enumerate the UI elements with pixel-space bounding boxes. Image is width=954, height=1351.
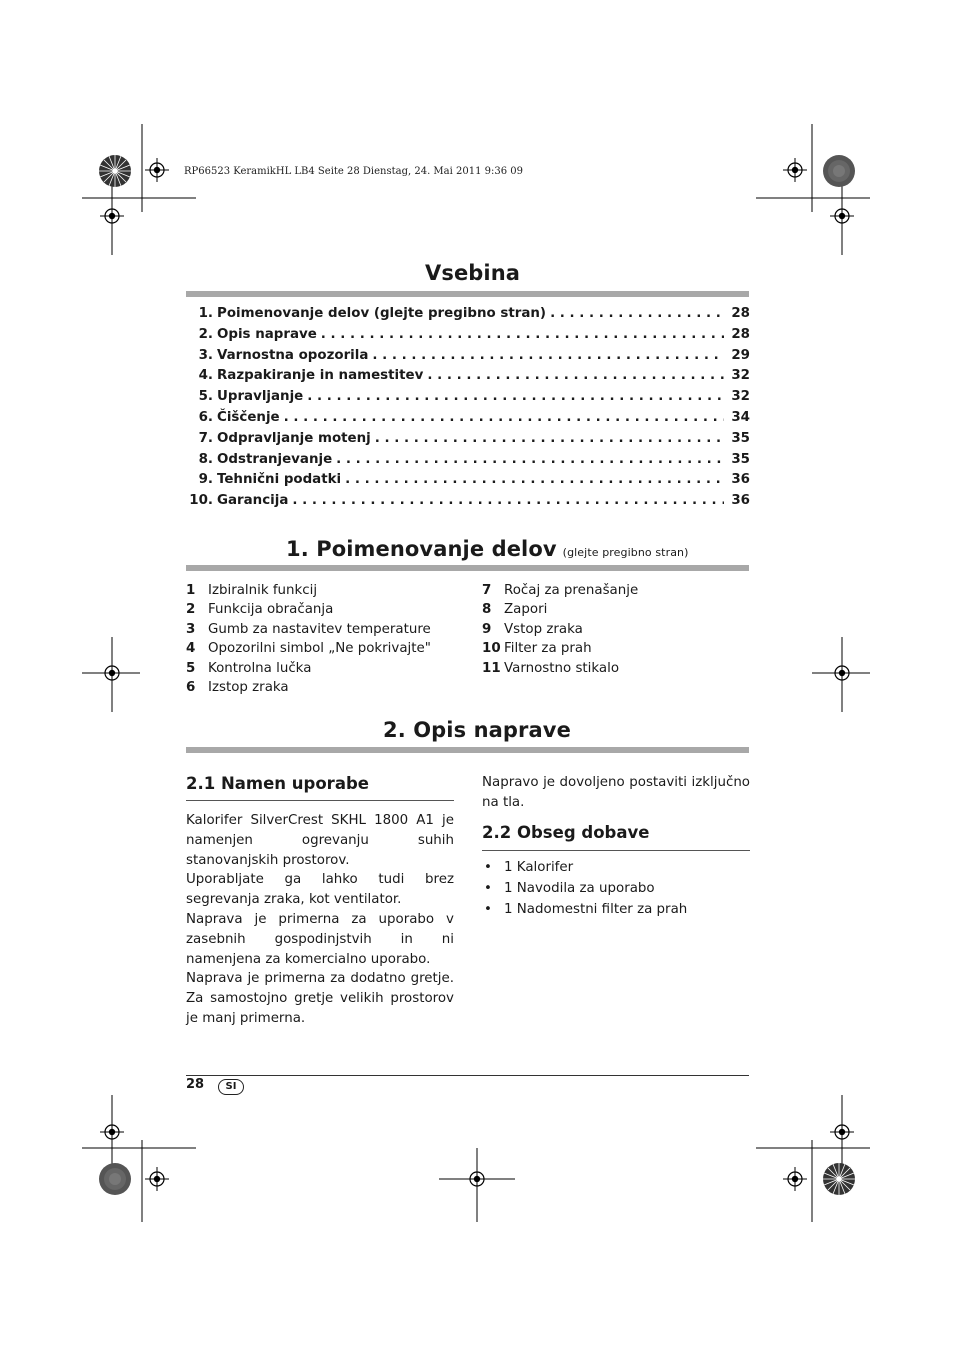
toc-title: Varnostna opozorila [217, 347, 369, 363]
toc-entry[interactable] [186, 348, 750, 369]
subsection-2-1-body [186, 811, 454, 1029]
toc-entry[interactable] [186, 493, 750, 514]
paragraph: Naprava je primerna za uporabo v zasebnih gospodinjstvih in ni namenjena za komercialno uporabo. [186, 911, 454, 967]
part-item [482, 661, 750, 680]
language-badge: SI [218, 1079, 244, 1095]
part-item [482, 602, 750, 621]
toc-title: Upravljanje [217, 389, 304, 405]
toc-number: 2. [198, 326, 213, 342]
print-job-header: RP66523 KeramikHL LB4 Seite 28 Dienstag, 24. Mai 2011 9:36 09 [184, 166, 523, 177]
toc-number: 8. [198, 451, 213, 467]
toc-entry[interactable] [186, 327, 750, 348]
part-item [186, 661, 456, 680]
footer-rule [186, 1075, 749, 1076]
toc-page-number: 32 [731, 389, 750, 405]
toc-title: Odpravljanje motenj [217, 430, 371, 446]
toc-entry[interactable] [186, 389, 750, 410]
part-number: 11 [482, 660, 501, 676]
subsection-2-1-title: 2.1 Namen uporabe [186, 774, 369, 793]
subsection-2-1-rule [186, 800, 454, 801]
part-number: 7 [482, 583, 492, 598]
part-label: Izbiralnik funkcij [208, 583, 318, 598]
part-label: Izstop zraka [208, 679, 289, 695]
toc-leader-dots [372, 348, 724, 363]
toc-entry[interactable] [186, 368, 750, 389]
toc-leader-dots [427, 368, 724, 383]
paragraph: Napravo je dovoljeno postaviti izključno na tla. [482, 775, 750, 810]
part-label: Kontrolna lučka [208, 660, 312, 676]
part-label: Zapori [504, 602, 548, 618]
list-item-label: 1 Kalorifer [504, 860, 574, 875]
part-item [482, 641, 750, 660]
toc-leader-dots [336, 452, 724, 467]
toc-page-number: 28 [731, 326, 750, 342]
toc-page-number: 36 [731, 472, 750, 488]
part-item [186, 622, 456, 641]
toc-page-number: 29 [731, 347, 750, 363]
toc-number: 10. [189, 493, 213, 509]
part-item [482, 622, 750, 641]
contents-title: Vsebina [425, 261, 521, 285]
toc-entry[interactable] [186, 452, 750, 473]
part-label: Varnostno stikalo [504, 660, 620, 676]
toc-page-number: 32 [731, 368, 750, 384]
bullet-icon: • [484, 881, 492, 896]
subsection-2-2-title: 2.2 Obseg dobave [482, 823, 650, 842]
section-1-title: 1. Poimenovanje delov [286, 537, 557, 561]
toc-number: 1. [198, 306, 213, 321]
toc-leader-dots [307, 389, 724, 404]
part-number: 8 [482, 602, 492, 618]
table-of-contents [186, 306, 750, 514]
part-label: Gumb za nastavitev temperature [208, 621, 431, 637]
toc-number: 7. [198, 430, 213, 446]
part-number: 3 [186, 621, 196, 637]
placement-note [482, 773, 750, 813]
toc-leader-dots [321, 327, 724, 342]
toc-entry[interactable] [186, 472, 750, 493]
toc-entry[interactable] [186, 306, 750, 327]
toc-title: Tehnični podatki [217, 472, 342, 488]
toc-page-number: 35 [731, 451, 750, 467]
toc-title: Poimenovanje delov (glejte pregibno stran) [217, 306, 547, 321]
part-item [186, 602, 456, 621]
part-item [186, 583, 456, 602]
part-label: Funkcija obračanja [208, 602, 334, 618]
toc-number: 9. [198, 472, 213, 488]
part-number: 9 [482, 621, 492, 637]
subsection-2-2-rule [482, 850, 750, 851]
part-number: 4 [186, 641, 196, 657]
toc-entry[interactable] [186, 431, 750, 452]
toc-leader-dots [292, 493, 724, 508]
part-item [186, 680, 456, 699]
toc-title: Opis naprave [217, 326, 317, 342]
parts-list-right [482, 583, 750, 680]
toc-number: 3. [198, 347, 213, 363]
toc-page-number: 36 [731, 493, 750, 509]
toc-page-number: 34 [731, 409, 750, 425]
section-2-title: 2. Opis naprave [383, 718, 571, 742]
toc-title: Čiščenje [217, 409, 280, 425]
list-item-label: 1 Nadomestni filter za prah [504, 902, 688, 917]
toc-title: Odstranjevanje [217, 451, 333, 467]
part-number: 5 [186, 660, 196, 676]
toc-entry[interactable] [186, 410, 750, 431]
toc-leader-dots [284, 410, 724, 425]
paragraph: Kalorifer SilverCrest SKHL 1800 A1 je namenjen ogrevanju suhih stanovanjskih prostorov. [186, 813, 454, 868]
list-item-label: 1 Navodila za uporabo [504, 881, 655, 896]
part-number: 10 [482, 641, 501, 657]
list-item [482, 860, 750, 881]
section-1-subtitle: (glejte pregibno stran) [562, 546, 689, 559]
section-2-title-bar [186, 747, 749, 753]
toc-leader-dots [345, 472, 724, 487]
toc-title: Razpakiranje in namestitev [217, 368, 424, 384]
bullet-icon: • [484, 860, 492, 875]
bullet-icon: • [484, 902, 492, 917]
list-item [482, 902, 750, 923]
part-label: Opozorilni simbol „Ne pokrivajte" [208, 641, 431, 657]
part-number: 2 [186, 602, 196, 618]
toc-number: 6. [198, 409, 213, 425]
part-label: Ročaj za prenašanje [504, 583, 639, 598]
parts-list-left [186, 583, 456, 699]
toc-page-number: 28 [731, 306, 750, 321]
toc-number: 4. [198, 368, 213, 384]
section-1-title-bar [186, 565, 749, 571]
part-label: Filter za prah [504, 641, 592, 657]
toc-leader-dots [550, 306, 724, 321]
toc-page-number: 35 [731, 430, 750, 446]
part-label: Vstop zraka [504, 621, 583, 637]
list-item [482, 881, 750, 902]
delivery-contents-list [482, 860, 750, 923]
part-number: 6 [186, 679, 196, 695]
part-number: 1 [186, 583, 196, 598]
paragraph: Naprava je primerna za dodatno gretje. Za samostojno gretje velikih prostorov je manj primerna. [186, 971, 454, 1026]
contents-title-bar [186, 291, 749, 297]
part-item [186, 641, 456, 660]
page-number: 28 [186, 1077, 205, 1092]
section-1-heading [286, 537, 689, 561]
toc-title: Garancija [217, 493, 289, 509]
part-item [482, 583, 750, 602]
toc-leader-dots [375, 431, 724, 446]
paragraph: Uporabljate ga lahko tudi brez segrevanja zraka, kot ventilator. [186, 872, 454, 908]
toc-number: 5. [198, 389, 213, 405]
